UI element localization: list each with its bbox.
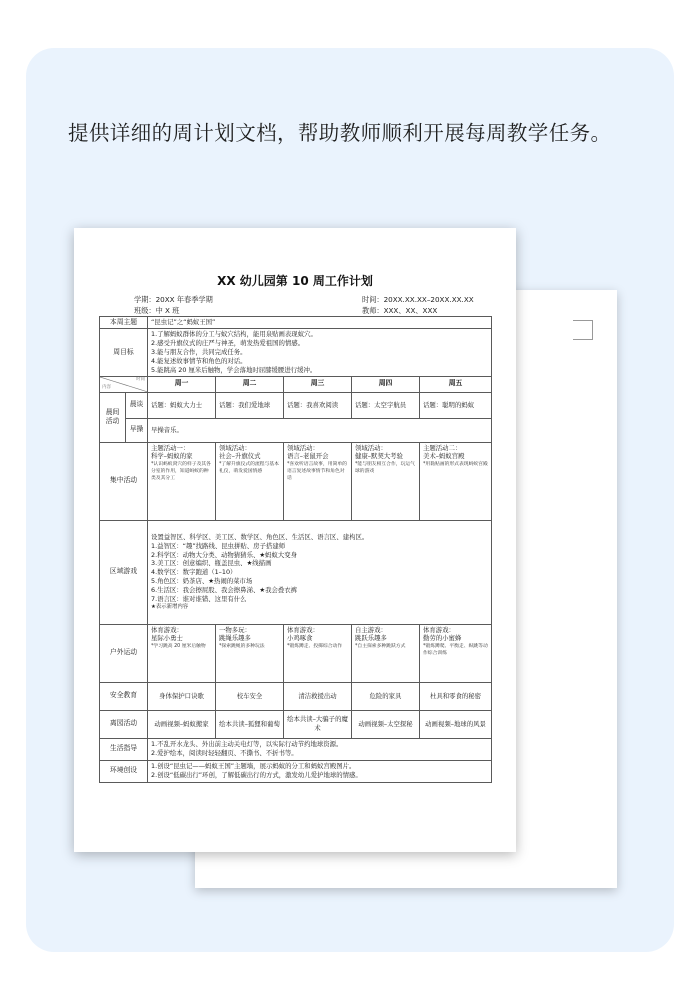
goal-item: 4.能复述故事情节和角色的对话。 xyxy=(151,356,247,365)
back-page-table-edge xyxy=(573,320,593,340)
area-item: 2.科学区：动物大分类、动物猜猜乐、★蚂蚁大变身 xyxy=(151,550,298,559)
teachers-label: 教师：XXX、XX、XXX xyxy=(362,306,438,315)
safety-cell: 危险的家具 xyxy=(352,682,420,710)
leave-cell: 动画视频–蚂蚁搬家 xyxy=(148,710,216,738)
focus-name: 科学–蚂蚁的家 xyxy=(151,452,193,461)
goals-row xyxy=(100,329,492,376)
goals-list xyxy=(148,329,492,376)
front-page xyxy=(74,228,516,852)
day-header: 周一 xyxy=(148,376,216,392)
outdoor-name: 星际小勇士 xyxy=(151,634,183,643)
talk-cell: 话题：蚂蚁大力士 xyxy=(148,392,216,418)
area-row xyxy=(100,520,492,624)
env-item: 2.创设“低碳出行”环创，了解低碳出行的方式，激发幼儿爱护地球的情感。 xyxy=(151,771,362,780)
safety-cell: 身体保护口诀歌 xyxy=(148,682,216,710)
days-header-row xyxy=(100,376,492,392)
env-item: 1.创设“昆虫记——蚂蚁王国”主题墙，展示蚂蚁的分工和蚂蚁宫殿图片。 xyxy=(151,762,356,771)
theme-value: “昆虫记”之“蚂蚁王国” xyxy=(148,317,492,329)
day-header: 周三 xyxy=(284,376,352,392)
outdoor-head: 体育游戏： xyxy=(287,625,319,634)
outdoor-note: *学习跳高 20 厘米后触物 xyxy=(151,644,206,650)
focus-head: 领域活动： xyxy=(287,443,319,452)
focus-name: 健康–默契大考验 xyxy=(355,452,403,461)
exercise-row xyxy=(100,418,492,442)
outdoor-cell xyxy=(216,624,284,682)
goal-item: 3.能与朋友合作，共同完成任务。 xyxy=(151,348,247,357)
env-row xyxy=(100,760,492,782)
outdoor-row xyxy=(100,624,492,682)
area-item: 3.美工区：创意编织、瓶盖昆虫、★线描画 xyxy=(151,559,272,568)
area-list xyxy=(148,520,492,624)
life-label: 生活指导 xyxy=(100,738,148,760)
outdoor-note: *探索跳绳的多种玩法 xyxy=(219,644,265,650)
theme-label: 本周主题 xyxy=(100,317,148,329)
outdoor-label: 户外运动 xyxy=(100,624,148,682)
env-label: 环境创设 xyxy=(100,760,148,782)
outdoor-name: 跳跃乐趣多 xyxy=(355,634,387,643)
day-header: 周五 xyxy=(420,376,492,392)
life-item: 2.爱护绘本，阅读时轻轻翻页、不撕书、不折书等。 xyxy=(151,749,298,758)
goal-item: 1.了解蚂蚁群体的分工与蚁穴结构，能用泉贴画表现蚁穴。 xyxy=(151,330,317,339)
area-item: 4.数学区：数字跑道（1–10） xyxy=(151,568,237,577)
focus-cell xyxy=(420,442,492,520)
leave-cell: 动画视频–太空探秘 xyxy=(352,710,420,738)
area-item: 6.生活区：我会擦屁股、我会擦鼻涕、★我会叠衣裤 xyxy=(151,585,298,594)
area-label: 区域游戏 xyxy=(100,520,148,624)
env-list xyxy=(148,760,492,782)
safety-row xyxy=(100,682,492,710)
focus-label: 集中活动 xyxy=(100,442,148,520)
area-item: 7.语言区：谁对谁错、这里有什么 xyxy=(151,594,247,603)
safety-label: 安全教育 xyxy=(100,682,148,710)
focus-name: 社会–升旗仪式 xyxy=(219,452,261,461)
outdoor-note: *锻炼蹲走、投掷综合动作 xyxy=(287,644,343,650)
talk-cell: 话题：我喜欢阅读 xyxy=(284,392,352,418)
document-title: XX 幼儿园第 10 周工作计划 xyxy=(217,274,373,288)
talk-cell: 话题：我们爱地球 xyxy=(216,392,284,418)
focus-head: 主题活动二： xyxy=(423,443,462,452)
outdoor-head: 体育游戏： xyxy=(423,625,455,634)
focus-name: 语言–老鼠开会 xyxy=(287,452,329,461)
goal-item: 5.能跳高 20 厘米后触物，学会落地时屈膝缓腰进行缓冲。 xyxy=(151,365,317,374)
area-item: 1.益智区：“趣”找路线、昆虫拼贴、房子搭建师 xyxy=(151,541,286,550)
focus-note: *能与朋友相互合作，玩运气球的游戏 xyxy=(355,462,415,475)
safety-cell: 杜具和零食的秘密 xyxy=(420,682,492,710)
focus-note: *用黏贴画的形式表现蚂蚁宫殿 xyxy=(423,462,488,468)
leave-label: 离园活动 xyxy=(100,710,148,738)
outdoor-head: 自主游戏： xyxy=(355,625,387,634)
area-item: 5.角色区：奶茶店、★热闹的菜市场 xyxy=(151,577,253,586)
semester-label: 学期：20XX 年春季学期 xyxy=(134,295,213,304)
leave-row xyxy=(100,710,492,738)
corner-content-label: 内容 xyxy=(102,385,111,391)
leave-cell: 绘本共读–大骗子的魔术 xyxy=(284,710,352,738)
theme-row xyxy=(100,317,492,329)
outdoor-cell xyxy=(352,624,420,682)
outdoor-name: 勤劳的小蜜蜂 xyxy=(423,634,462,643)
focus-head: 领域活动： xyxy=(355,443,387,452)
life-item: 1.不乱开水龙头、外出前主动关电灯等，以实际行动节约地球资源。 xyxy=(151,740,343,749)
weekly-plan-table xyxy=(99,316,492,783)
talk-cell: 话题：太空宇航员 xyxy=(352,392,420,418)
outdoor-cell xyxy=(284,624,352,682)
goal-item: 2.感受升旗仪式的庄严与神圣，萌发热爱祖国的情感。 xyxy=(151,339,305,348)
morning-label: 晨间活动 xyxy=(100,392,126,442)
area-note: ★表示新增内容 xyxy=(151,603,189,610)
class-label: 班级：中 X 班 xyxy=(134,306,180,315)
leave-cell: 绘本共读–狐狸和葡萄 xyxy=(216,710,284,738)
focus-cell xyxy=(352,442,420,520)
outdoor-name: 跳绳乐趣多 xyxy=(219,634,251,643)
outdoor-head: 一物多玩： xyxy=(219,625,251,634)
talk-cell: 话题：聪明的蚂蚁 xyxy=(420,392,492,418)
focus-head: 主题活动一： xyxy=(151,443,190,452)
focus-row xyxy=(100,442,492,520)
time-label: 时间：20XX.XX.XX–20XX.XX.XX xyxy=(362,295,474,304)
life-row xyxy=(100,738,492,760)
outdoor-head: 体育游戏： xyxy=(151,625,183,634)
outdoor-cell xyxy=(420,624,492,682)
safety-cell: 校车安全 xyxy=(216,682,284,710)
headline: 提供详细的周计划文档，帮助教师顺利开展每周教学任务。 xyxy=(68,121,612,145)
talk-label: 晨谈 xyxy=(126,392,148,418)
focus-cell xyxy=(216,442,284,520)
focus-cell xyxy=(148,442,216,520)
focus-cell xyxy=(284,442,352,520)
life-list xyxy=(148,738,492,760)
outdoor-name: 小鸡啄食 xyxy=(287,634,313,643)
focus-note: *认识蚂蚁窝穴的样子及其各分室的作用，知道蚂蚁的种类及其分工 xyxy=(151,462,211,482)
exercise-value: 早操音乐。 xyxy=(148,418,492,442)
corner-cell xyxy=(100,376,148,392)
focus-name: 美术–蚂蚁宫殿 xyxy=(423,452,465,461)
outdoor-note: *自主探索多种跳跃方式 xyxy=(355,644,406,650)
safety-cell: 清洁救援出动 xyxy=(284,682,352,710)
day-header: 周二 xyxy=(216,376,284,392)
area-item: 设置益智区、科学区、美工区、数学区、角色区、生活区、语言区、建构区。 xyxy=(151,532,369,541)
leave-cell: 动画视频–地球的风景 xyxy=(420,710,492,738)
exercise-label: 早操 xyxy=(126,418,148,442)
day-header: 周四 xyxy=(352,376,420,392)
focus-note: *了解升旗仪式的流程与基本礼仪，萌发爱国情感 xyxy=(219,462,279,475)
focus-head: 领域活动： xyxy=(219,443,251,452)
outdoor-note: *锻炼蹲爬、平衡走、纵跳等动作综合训练 xyxy=(423,644,488,657)
outdoor-cell xyxy=(148,624,216,682)
goals-label: 周目标 xyxy=(100,329,148,376)
focus-note: *喜欢听语言故事，用简单的语言复述故事情节和角色对话 xyxy=(287,462,347,482)
corner-time-label: 时间 xyxy=(136,376,145,382)
morning-talk-row xyxy=(100,392,492,418)
